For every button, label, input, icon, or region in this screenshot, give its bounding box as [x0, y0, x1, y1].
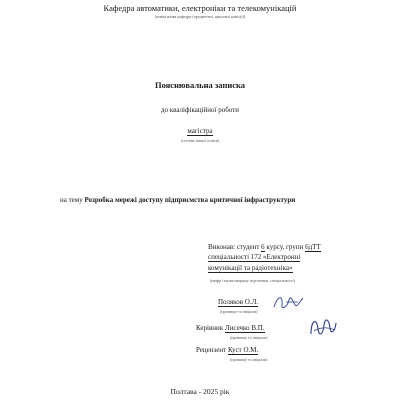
degree-hint: (ступінь вищої освіти)	[180, 138, 220, 143]
reviewer-line	[196, 346, 258, 355]
specialty-hint: (шифр і назва напряму підготовки, спеціальності)	[210, 278, 295, 283]
student-name: Поляков О.Л.	[218, 298, 259, 306]
department-hint: (повна назва кафедри (предметної, циклової комісії))	[154, 14, 246, 19]
topic-text: Розробка мережі доступу підприємства критичної інфраструктури	[84, 196, 296, 204]
executor-prefix: Виконав: студент	[208, 243, 260, 251]
supervisor-signature	[308, 314, 338, 340]
student-signature	[272, 292, 306, 312]
supervisor-name: Лисечко В.П.	[224, 324, 265, 332]
document-subtitle: до кваліфікаційної роботи	[160, 106, 240, 114]
topic-prefix: на тему	[60, 196, 83, 204]
supervisor-line	[196, 324, 265, 333]
supervisor-label: Керівник	[196, 324, 224, 332]
reviewer-name: Куст О.М.	[227, 346, 259, 354]
specialty-line-2: спеціальності 172 «Електронні	[208, 253, 301, 261]
department-name: Кафедра автоматики, електроніки та телекомунікацій	[103, 3, 297, 13]
executor-line-1	[208, 243, 321, 252]
executor-course: 6	[261, 243, 265, 251]
reviewer-hint: (прізвище та ініціали)	[230, 357, 268, 362]
executor-mid: курсу, групи	[266, 243, 304, 251]
executor-line-2	[208, 253, 300, 262]
degree-line	[0, 127, 400, 136]
topic-line	[60, 196, 295, 204]
executor-line-3	[208, 264, 293, 273]
document-title: Пояснювальна записка	[154, 80, 246, 90]
city-year: Полтава - 2025 рік	[170, 387, 230, 396]
reviewer-label: Рецензент	[196, 346, 227, 354]
degree-value: магістра	[187, 127, 213, 135]
student-name-line	[218, 298, 258, 307]
supervisor-hint: (прізвище та ініціали)	[230, 335, 268, 340]
specialty-line-3: комунікації та радіотехніка»	[208, 264, 293, 272]
executor-group: 6дТТ	[305, 243, 321, 251]
student-hint: (прізвище та ініціали)	[220, 309, 258, 314]
